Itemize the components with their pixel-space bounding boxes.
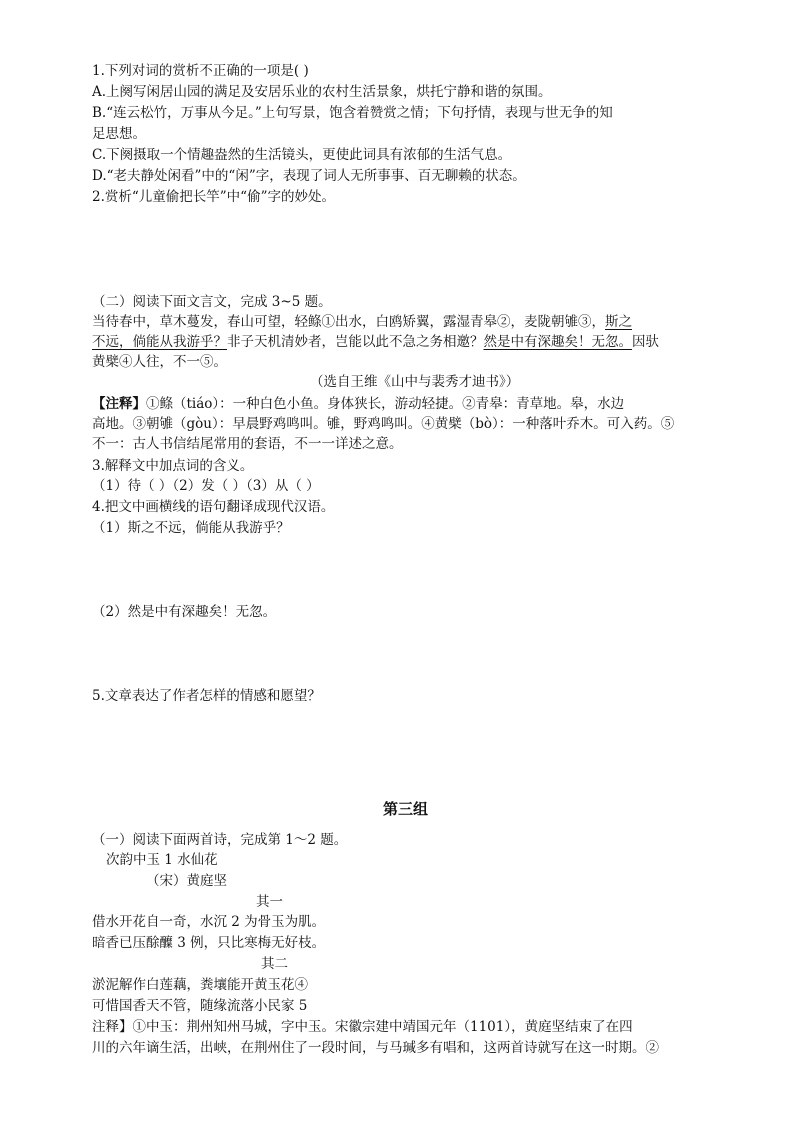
option-c: C.下阕摄取一个情趣盎然的生活镜头，更使此词具有浓郁的生活气息。 [92,147,512,163]
notes-line3: 不一：古人书信结尾常用的套语，不一一详述之意。 [92,436,403,452]
question-1-stem: 1.下列对词的赏析不正确的一项是( ) [92,63,309,79]
notes-line1 [92,395,624,413]
option-b-line2: 足思想。 [92,126,146,142]
poem-line-1: 借水开花自一奇，水沉 2 为骨玉为肌。 [92,914,326,930]
passage-text: 因驮 [632,334,659,350]
underlined-sentence-2: 然是中有深趣矣！无忽。 [483,334,632,350]
question-4-1: （1）斯之不远，倘能从我游乎？ [92,520,290,536]
passage-source: （选自王维《山中与裴秀才迪书》） [310,374,520,390]
question-5: 5.文章表达了作者怎样的情感和愿望？ [92,688,321,704]
underlined-sentence-1-end: 不远，倘能从我游乎？ [92,334,227,350]
underlined-sentence-1-start: 斯之 [605,314,632,330]
question-4-2: （2）然是中有深趣矣！无忽。 [92,604,277,620]
question-3: 3.解释文中加点词的含义。 [92,458,254,474]
poem-notes-line2: 川的六年谪生活，出峡，在荆州住了一段时间，与马瑊多有唱和，这两首诗就写在这一时期。② [92,1040,659,1056]
question-2: 2.赏析“儿童偷把长竿”中“偷”字的妙处。 [92,189,335,205]
poem-author: （宋）黄庭坚 [146,873,227,889]
poem-notes-line1: 注释】①中玉：荆州知州马城，字中玉。宋徽宗建中靖国元年（1101），黄庭坚结束了在四 [92,1019,633,1035]
poem-line-2: 暗香已压酴醾 3 例，只比寒梅无好枝。 [92,935,326,951]
option-b-line1: B.“连云松竹，万事从今足。”上句写景，饱含着赞赏之情；下句抒情，表现与世无争的知 [92,105,613,121]
notes-line2: 高地。③朝雊（gòu）：早晨野鸡鸣叫。雊，野鸡鸣叫。④黄檗（bò）：一种落叶乔木。可入药。⑤ [92,416,675,432]
notes-text: ①鲦（tiáo）：一种白色小鱼。身体狭长，游动轻捷。②青皋：青草地。皋，水边 [146,396,625,412]
passage-line3: 黄檗④人往，不一⑤。 [92,354,227,370]
poem-title: 次韵中玉 1 水仙花 [106,852,218,868]
option-a: A.上阕写闲居山园的满足及安居乐业的农村生活景象，烘托宁静和谐的氛围。 [92,84,552,100]
option-d: D.“老夫静处闲看”中的“闲”字，表现了词人无所事事、百无聊赖的状态。 [92,168,526,184]
notes-label: 【注释】 [92,396,146,412]
question-3-blanks: （1）待（ ）（2）发（ ）（3）从（ ） [92,478,320,494]
group-heading: 第三组 [383,800,429,818]
poem-line-4: 可惜国香天不管，随缘流落小民家 5 [92,998,308,1014]
passage-text: 非子天机清妙者，岂能以此不急之务相邀？ [227,334,484,350]
passage-line1 [92,313,632,331]
group3-intro: （一）阅读下面两首诗，完成第 1～2 题。 [92,832,348,848]
poem-part-2: 其二 [261,956,288,972]
passage-text: 当待春中，草木蔓发，春山可望，轻鲦①出水，白鸥矫翼，露湿青皋②，麦陇朝雊③， [92,314,605,330]
passage-intro: （二）阅读下面文言文，完成 3~5 题。 [92,294,332,310]
poem-line-3: 淤泥解作白莲藕，粪壤能开黄玉花④ [92,977,308,993]
passage-line2 [92,333,659,351]
poem-part-1: 其一 [256,894,283,910]
question-4: 4.把文中画横线的语句翻译成现代汉语。 [92,499,335,515]
